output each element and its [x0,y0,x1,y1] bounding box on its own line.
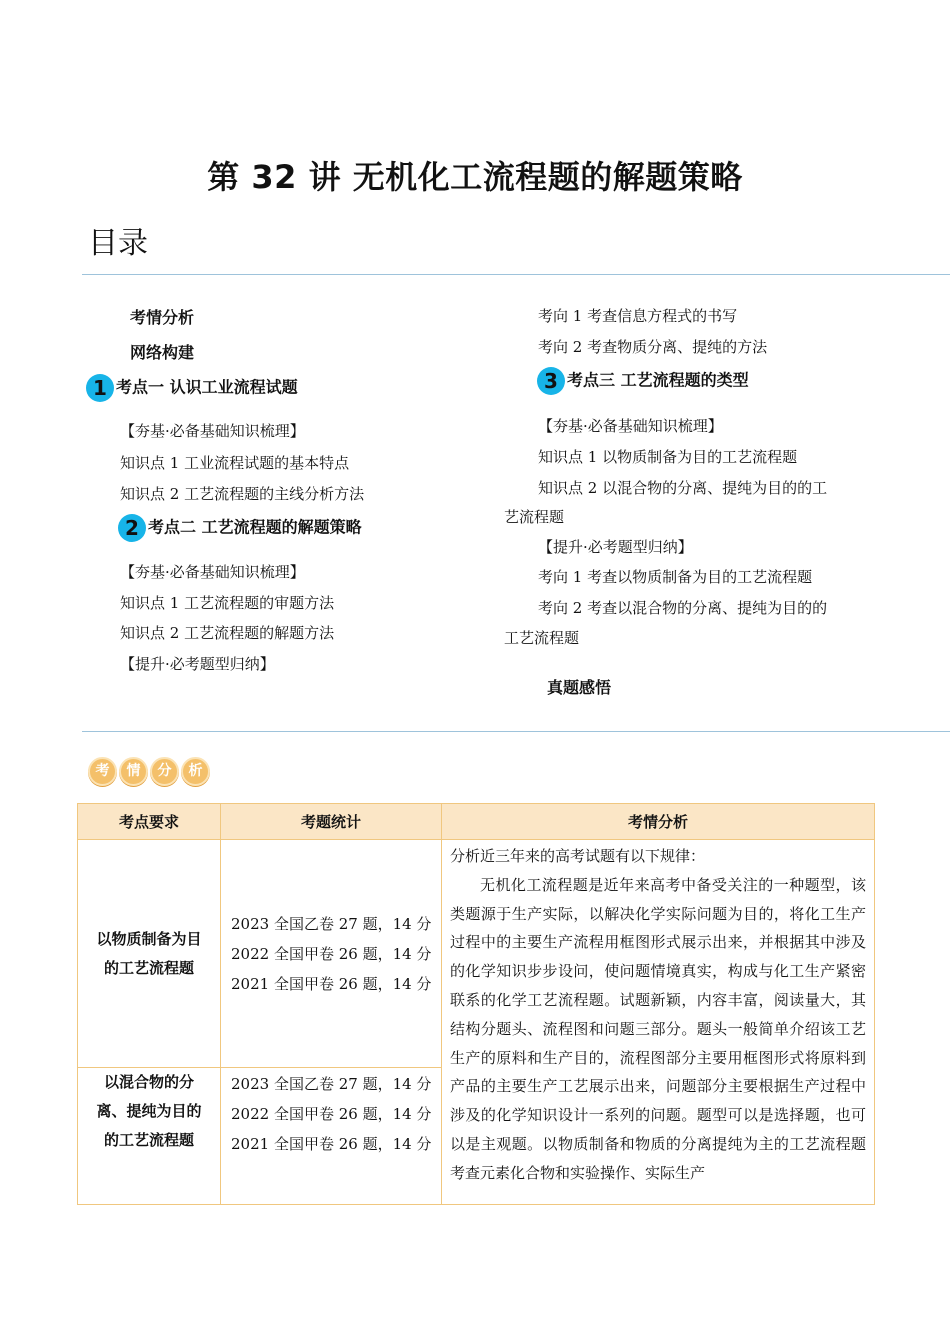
toc-item-zhenti[interactable]: 真题感悟 [547,678,612,697]
table-row [78,840,875,1068]
toc-point-1-label: 考点一 认识工业流程试题 [116,377,298,397]
toc-point-1[interactable] [86,374,298,402]
toc-r-kaoxiang-1[interactable]: 考向 1 考查信息方程式的书写 [538,307,738,325]
toc-p3-kaoxiang-2[interactable]: 考向 2 考查以混合物的分离、提纯为目的的 [538,599,828,617]
requirement-line: 以混合物的分 [103,1073,194,1091]
toc-p1-knowledge-1[interactable]: 知识点 1 工业流程试题的基本特点 [120,454,350,472]
toc-top-divider [82,274,950,275]
toc-point-2[interactable] [118,514,362,542]
analysis-intro: 分析近三年来的高考试题有以下规律： [450,847,706,865]
toc-point-2-label: 考点二 工艺流程题的解题策略 [148,517,362,537]
toc-item-wangluo[interactable]: 网络构建 [130,343,195,362]
page-title: 第 32 讲 无机化工流程题的解题策略 [207,158,743,196]
stat-line: 2021 全国甲卷 26 题，14 分 [231,1135,432,1153]
toc-p2-section[interactable]: 【夯基·必备基础知识梳理】 [120,563,305,581]
analysis-cell [442,840,875,1205]
toc-p3-kaoxiang-1[interactable]: 考向 1 考查以物质制备为目的工艺流程题 [538,568,813,586]
stat-line: 2022 全国甲卷 26 题，14 分 [231,1105,432,1123]
toc-bottom-divider [82,731,950,732]
requirement-line: 的工艺流程题 [103,1131,194,1149]
badge-char: 情 [119,757,148,786]
col-header-requirement: 考点要求 [78,804,221,840]
requirement-line: 以物质制备为目 [96,929,202,948]
requirement-line: 离、提纯为目的 [96,1102,202,1120]
stat-line: 2023 全国乙卷 27 题，14 分 [231,914,432,933]
badge-char: 分 [150,757,179,786]
toc-p2-knowledge-1[interactable]: 知识点 1 工艺流程题的审题方法 [120,594,335,612]
number-2-icon: 2 [118,514,146,542]
requirement-cell [78,1068,221,1205]
statistics-cell [221,840,442,1068]
toc-p3-knowledge-1[interactable]: 知识点 1 以物质制备为目的工艺流程题 [538,448,798,466]
stat-line: 2022 全国甲卷 26 题，14 分 [231,944,432,963]
stat-line: 2023 全国乙卷 27 题，14 分 [231,1075,432,1093]
analysis-body: 无机化工流程题是近年来高考中备受关注的一种题型，该类题源于生产实际，以解决化学实际问题为目的，将化工生产过程中的主要生产流程用框图形式展示出来，并根据其中涉及的化学知识步步设问，使问题情境真实，构成与化工生产紧密联系的化学工艺流程题。试题新颖，内容丰富，阅读量大，其结构分题头、流程图和问题三部分。题头一般简单介绍该工艺生产的原料和生产目的，流程图部分主要用框图形式将原料到产品的主要生产工艺展示出来，问题部分主要根据生产过程中涉及的化学知识设计一系列的问题。题型可以是选择题，也可以是主观题。以物质制备和物质的分离提纯为主的工艺流程题考查元素化合物和实验操作、实际生产 [450,875,866,1182]
toc-p3-kaoxiang-2-cont[interactable]: 工艺流程题 [504,629,580,647]
toc-p3-section[interactable]: 【夯基·必备基础知识梳理】 [538,417,723,435]
toc-p3-knowledge-2[interactable]: 知识点 2 以混合物的分离、提纯为目的的工 [538,479,828,497]
kaoqing-table [77,803,875,1205]
toc-item-kaoqing[interactable]: 考情分析 [130,308,195,327]
toc-point-3[interactable] [537,367,749,395]
requirement-cell [78,840,221,1068]
toc-p2-knowledge-2[interactable]: 知识点 2 工艺流程题的解题方法 [120,624,335,642]
stat-line: 2021 全国甲卷 26 题，14 分 [231,974,432,993]
col-header-statistics: 考题统计 [221,804,442,840]
number-3-icon: 3 [537,367,565,395]
col-header-analysis: 考情分析 [442,804,875,840]
toc-p2-tisheng[interactable]: 【提升·必考题型归纳】 [120,655,275,673]
toc-p3-knowledge-2-cont[interactable]: 艺流程题 [504,508,565,526]
toc-r-kaoxiang-2[interactable]: 考向 2 考查物质分离、提纯的方法 [538,338,768,356]
statistics-cell [221,1068,442,1205]
badge-char: 析 [181,757,210,786]
toc-p3-tisheng[interactable]: 【提升·必考题型归纳】 [538,538,693,556]
number-1-icon: 1 [86,374,114,402]
toc-heading: 目录 [88,226,148,261]
badge-char: 考 [88,757,117,786]
requirement-line: 的工艺流程题 [103,958,194,977]
kaoqing-fenxi-badge [88,757,212,787]
toc-point-3-label: 考点三 工艺流程题的类型 [567,370,749,390]
toc-p1-section[interactable]: 【夯基·必备基础知识梳理】 [120,422,305,440]
table-header-row [78,804,875,840]
toc-p1-knowledge-2[interactable]: 知识点 2 工艺流程题的主线分析方法 [120,485,365,503]
